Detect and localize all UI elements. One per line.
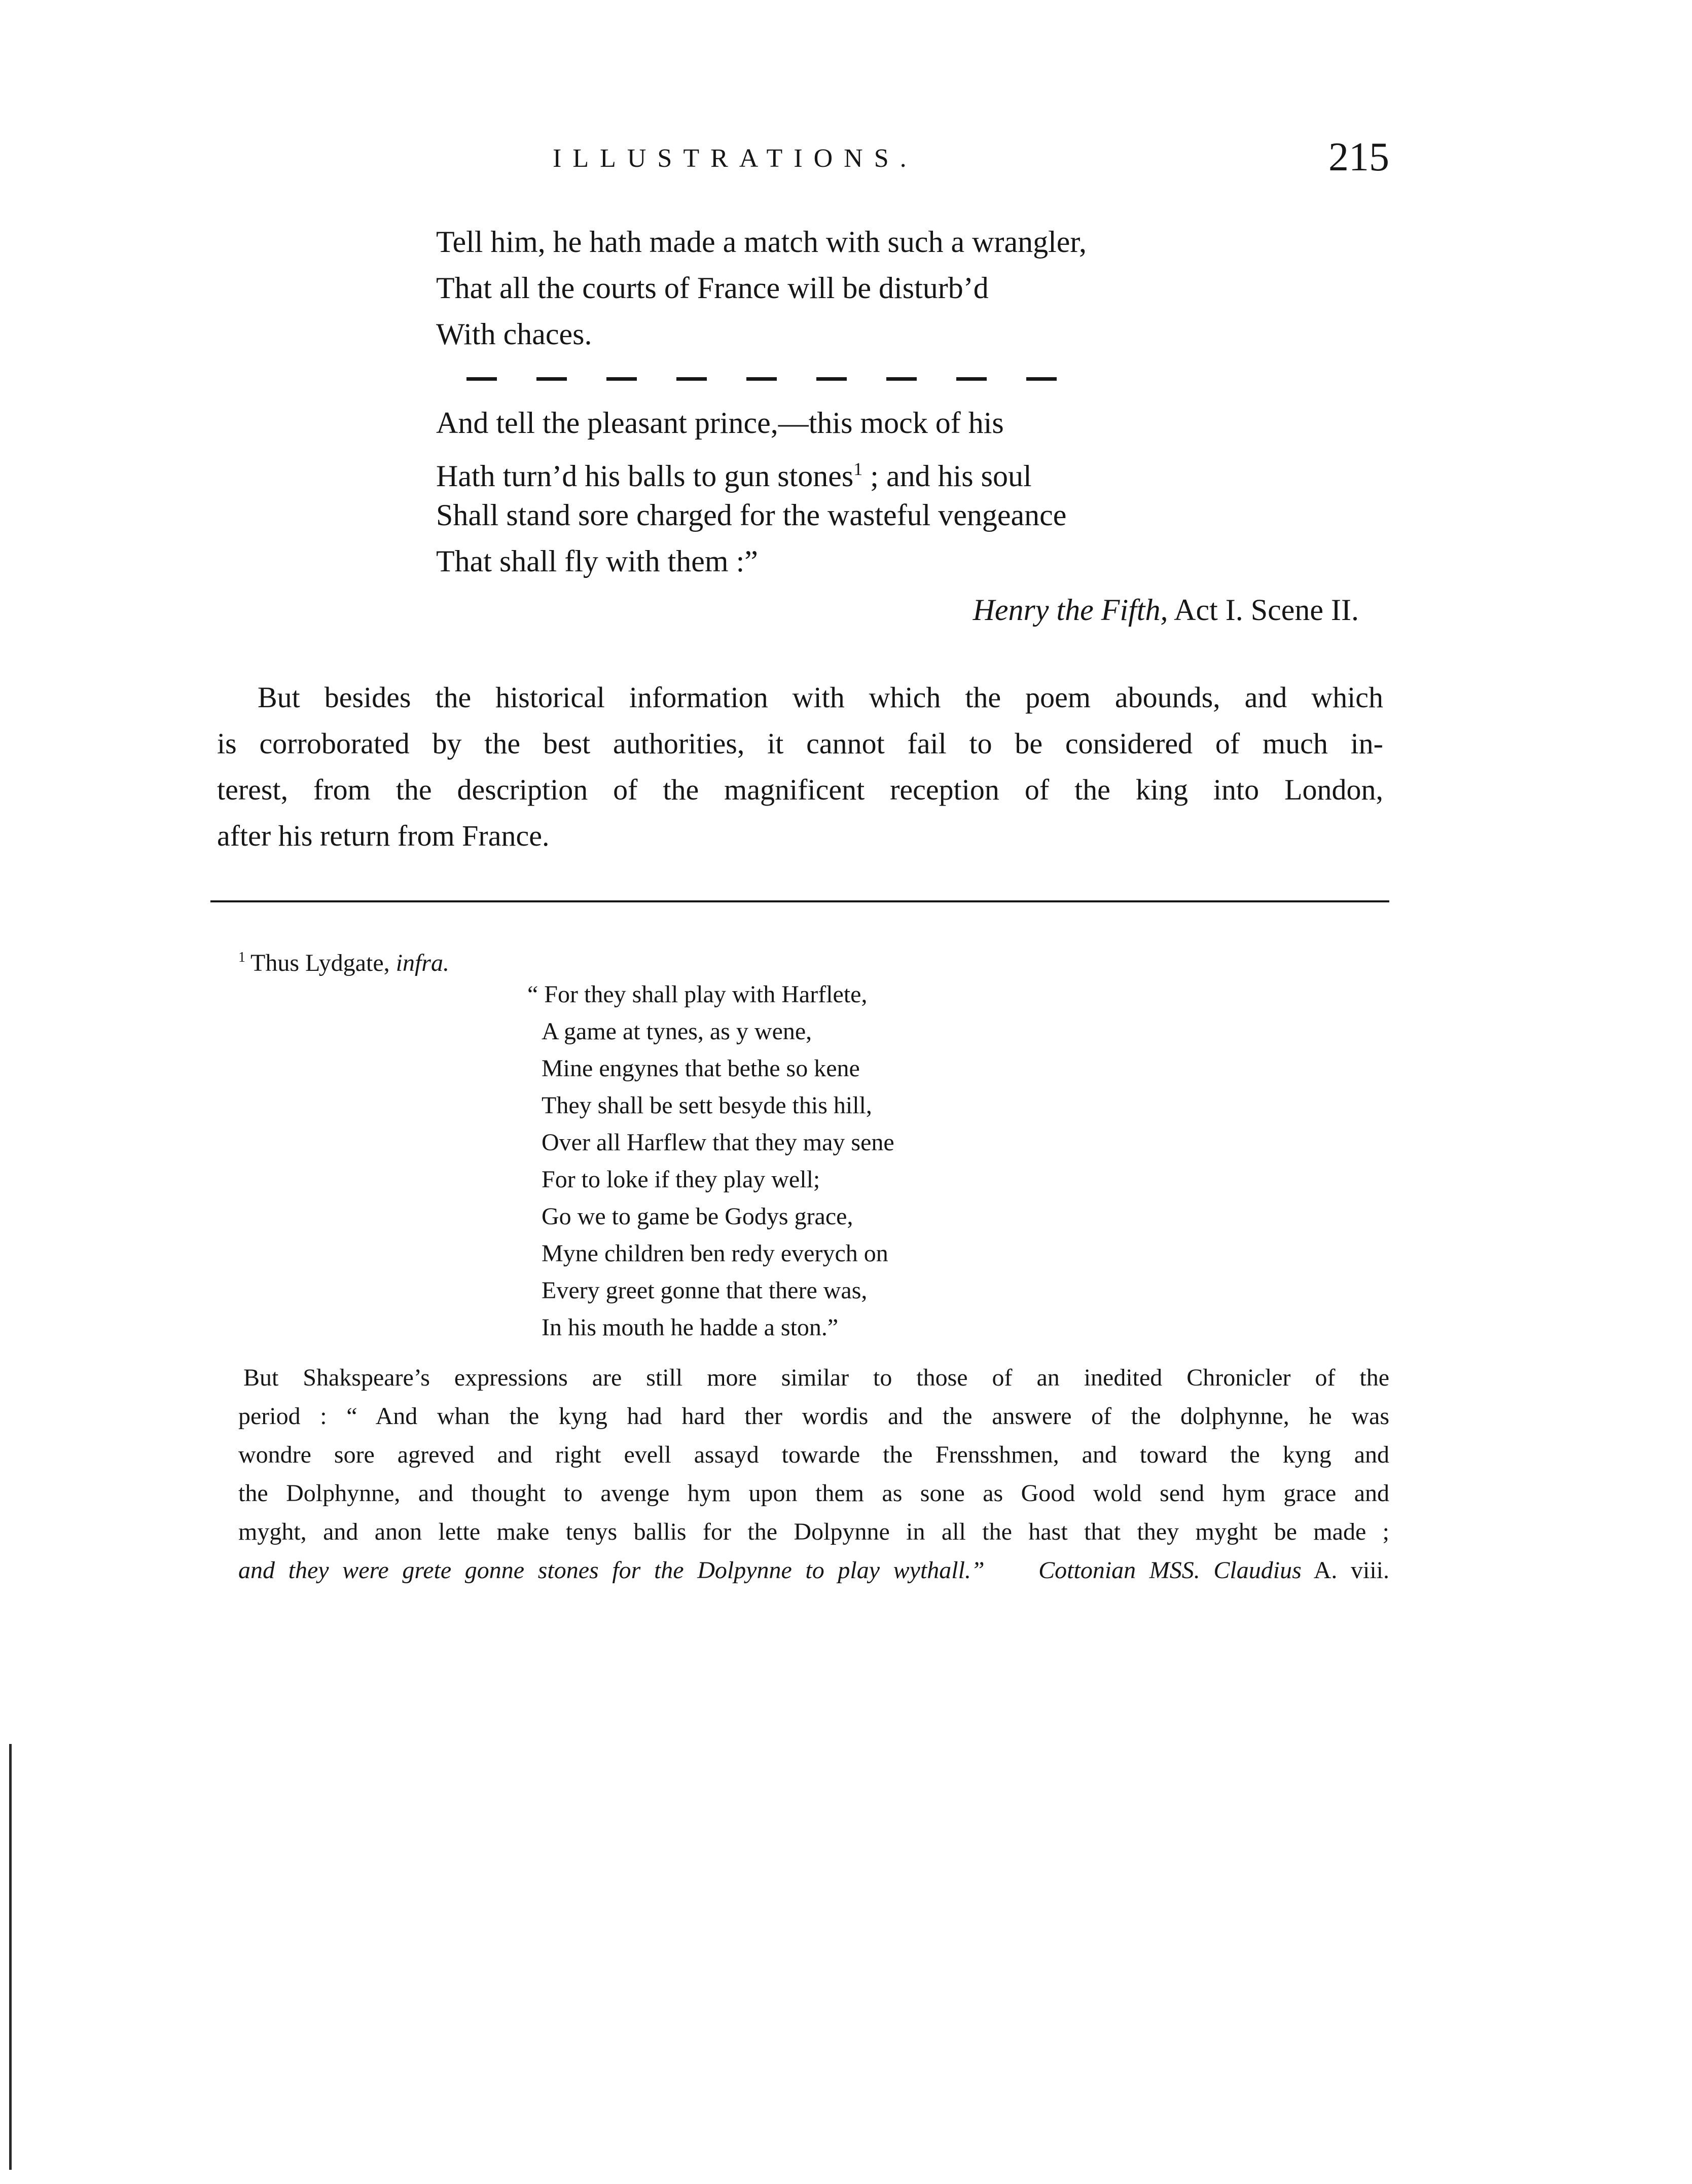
running-head: ILLUSTRATIONS.: [553, 144, 918, 173]
footnote-verse-line: Mine engynes that bethe so kene: [542, 1055, 860, 1082]
work-title: Henry the Fifth,: [973, 593, 1168, 627]
verse-text: Hath turn’d his balls to gun stones: [436, 459, 854, 493]
footnote-verse: [527, 976, 894, 1346]
dash: [956, 377, 987, 381]
dash: [1026, 377, 1057, 381]
paragraph-line: is corroborated by the best authorities, it cannot fail to be considered of much in-: [217, 727, 1383, 760]
footnote-intro: [238, 940, 449, 981]
verse-line: That shall fly with them :”: [436, 544, 758, 578]
footnote-verse-line: Every greet gonne that there was,: [542, 1277, 868, 1304]
dash: [746, 377, 777, 381]
ellipsis-dashes: [436, 357, 1425, 400]
verse-text: ; and his soul: [862, 459, 1032, 493]
footnote-source: Cottonian MSS. Claudius: [1038, 1557, 1302, 1584]
footnote-marker: 1: [238, 950, 245, 965]
footnote-verse-line: For to loke if they play well;: [542, 1166, 820, 1193]
verse-line: And tell the pleasant prince,—this mock of his: [436, 406, 1004, 440]
verse-line: [436, 446, 1425, 492]
footnote-intro-text: Thus Lydgate,: [250, 950, 396, 976]
footnote-verse-line: A game at tynes, as y wene,: [542, 1018, 812, 1045]
quoted-verse: [436, 219, 1425, 635]
paragraph-line: But besides the historical information with which the poem abounds, and which: [258, 681, 1383, 714]
footnote-line: myght, and anon lette make tenys ballis for the Dolpynne in all the hast that they myght be made ;: [238, 1518, 1389, 1545]
footnote-line: [238, 1551, 1389, 1590]
verse-line: With chaces.: [436, 317, 592, 351]
footnote-verse-line: Myne children ben redy everych on: [542, 1240, 888, 1267]
dash: [886, 377, 917, 381]
footnote-verse-line: They shall be sett besyde this hill,: [542, 1092, 872, 1119]
footnote-reference: 1: [853, 459, 863, 479]
footnote-verse-line: Go we to game be Godys grace,: [542, 1203, 853, 1230]
footnote-verse-line: Over all Harflew that they may sene: [542, 1129, 894, 1156]
paragraph-line: after his return from France.: [217, 819, 550, 852]
page-header: [0, 136, 1692, 181]
footnote-rule: [210, 900, 1389, 902]
footnote-infra: infra.: [395, 950, 449, 976]
verse-line: Shall stand sore charged for the wasteful vengeance: [436, 498, 1067, 532]
dash: [676, 377, 707, 381]
verse-attribution: [436, 585, 1425, 635]
verse-line: That all the courts of France will be disturb’d: [436, 271, 989, 305]
footnote-verse-line: “ For they shall play with Harflete,: [527, 981, 868, 1008]
paragraph-line: terest, from the description of the magnificent reception of the king into London,: [217, 773, 1383, 806]
scan-edge-mark: [9, 1744, 12, 2170]
footnote-paragraph: [238, 1359, 1389, 1590]
dash: [816, 377, 847, 381]
dash: [536, 377, 567, 381]
dash: [606, 377, 637, 381]
act-scene: Act I. Scene II.: [1168, 593, 1359, 627]
verse-line: Tell him, he hath made a match with such a wrangler,: [436, 225, 1087, 259]
dash: [466, 377, 497, 381]
footnote-line: But Shakspeare’s expressions are still more similar to those of an inedited Chronicler of the: [243, 1364, 1389, 1391]
page-number: 215: [1328, 135, 1389, 179]
footnote-verse-line: In his mouth he hadde a ston.”: [542, 1314, 839, 1341]
footnote-italic-quote: and they were grete gonne stones for the Dolpynne to play wythall.”: [238, 1557, 985, 1584]
footnote-line: wondre sore agreved and right evell assayd towarde the Frensshmen, and toward the kyng and: [238, 1441, 1389, 1468]
body-paragraph: [217, 674, 1383, 859]
footnote-source-ref: A. viii.: [1301, 1557, 1390, 1584]
footnote-line: period : “ And whan the kyng had hard ther wordis and the answere of the dolphynne, he was: [238, 1403, 1389, 1430]
footnote-line: the Dolphynne, and thought to avenge hym upon them as sone as Good wold send hym grace and: [238, 1480, 1389, 1507]
